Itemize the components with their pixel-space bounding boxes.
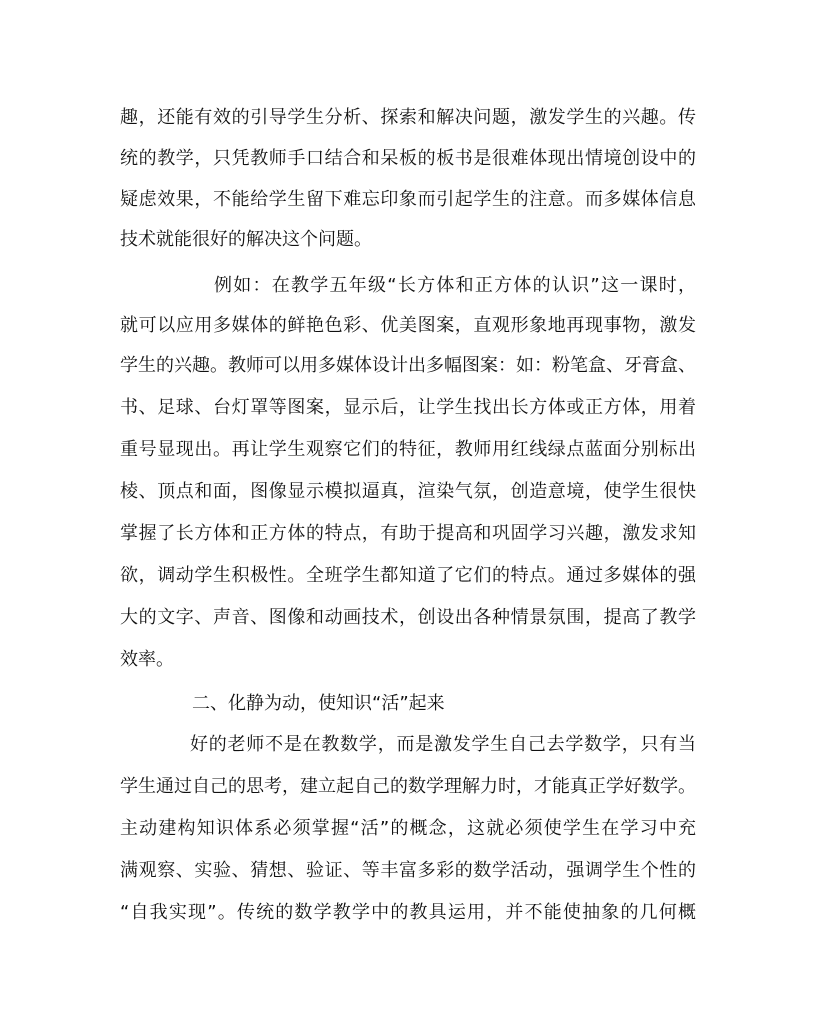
section-heading: 二、化静为动，使知识“活”起来: [192, 693, 445, 714]
paragraph-2-line-10: 效率。: [120, 649, 174, 670]
paragraph-1-line-4: 技术就能很好的解决这个问题。: [120, 229, 372, 250]
paragraph-2-line-4: 书、足球、台灯罩等图案，显示后，让学生找出长方体或正方体，用着: [120, 397, 696, 418]
paragraph-3-line-5: “自我实现”。传统的数学教学中的教具运用，并不能使抽象的几何概: [120, 902, 696, 923]
paragraph-2-line-5: 重号显现出。再让学生观察它们的特征，教师用红线绿点蓝面分别标出: [120, 439, 696, 460]
paragraph-3-line-1: 好的老师不是在教数学，而是激发学生自己去学数学，只有当: [190, 734, 696, 755]
paragraph-2-line-1: 例如：在教学五年级“长方体和正方体的认识”这一课时，: [214, 275, 696, 296]
paragraph-2-line-8: 欲，调动学生积极性。全班学生都知道了它们的特点。通过多媒体的强: [120, 565, 696, 586]
paragraph-3-line-2: 学生通过自己的思考，建立起自己的数学理解力时，才能真正学好数学。: [120, 776, 696, 797]
paragraph-2-line-7: 掌握了长方体和正方体的特点，有助于提高和巩固学习兴趣，激发求知: [120, 523, 696, 544]
paragraph-1-line-1: 趣，还能有效的引导学生分析、探索和解决问题，激发学生的兴趣。传: [120, 107, 696, 128]
paragraph-1-line-3: 疑虑效果，不能给学生留下难忘印象而引起学生的注意。而多媒体信息: [120, 189, 696, 210]
paragraph-2-line-9: 大的文字、声音、图像和动画技术，创设出各种情景氛围，提高了教学: [120, 607, 696, 628]
paragraph-2-line-2: 就可以应用多媒体的鲜艳色彩、优美图案，直观形象地再现事物，激发: [120, 315, 696, 336]
paragraph-3-line-4: 满观察、实验、猜想、验证、等丰富多彩的数学活动，强调学生个性的: [120, 860, 696, 881]
paragraph-2-line-3: 学生的兴趣。教师可以用多媒体设计出多幅图案：如：粉笔盒、牙膏盒、: [120, 355, 696, 376]
paragraph-1-line-2: 统的教学，只凭教师手口结合和呆板的板书是很难体现出情境创设中的: [120, 148, 696, 169]
paragraph-3-line-3: 主动建构知识体系必须掌握“活”的概念，这就必须使学生在学习中充: [120, 818, 696, 839]
paragraph-2-line-6: 棱、顶点和面，图像显示模拟逼真，渲染气氛，创造意境，使学生很快: [120, 481, 696, 502]
